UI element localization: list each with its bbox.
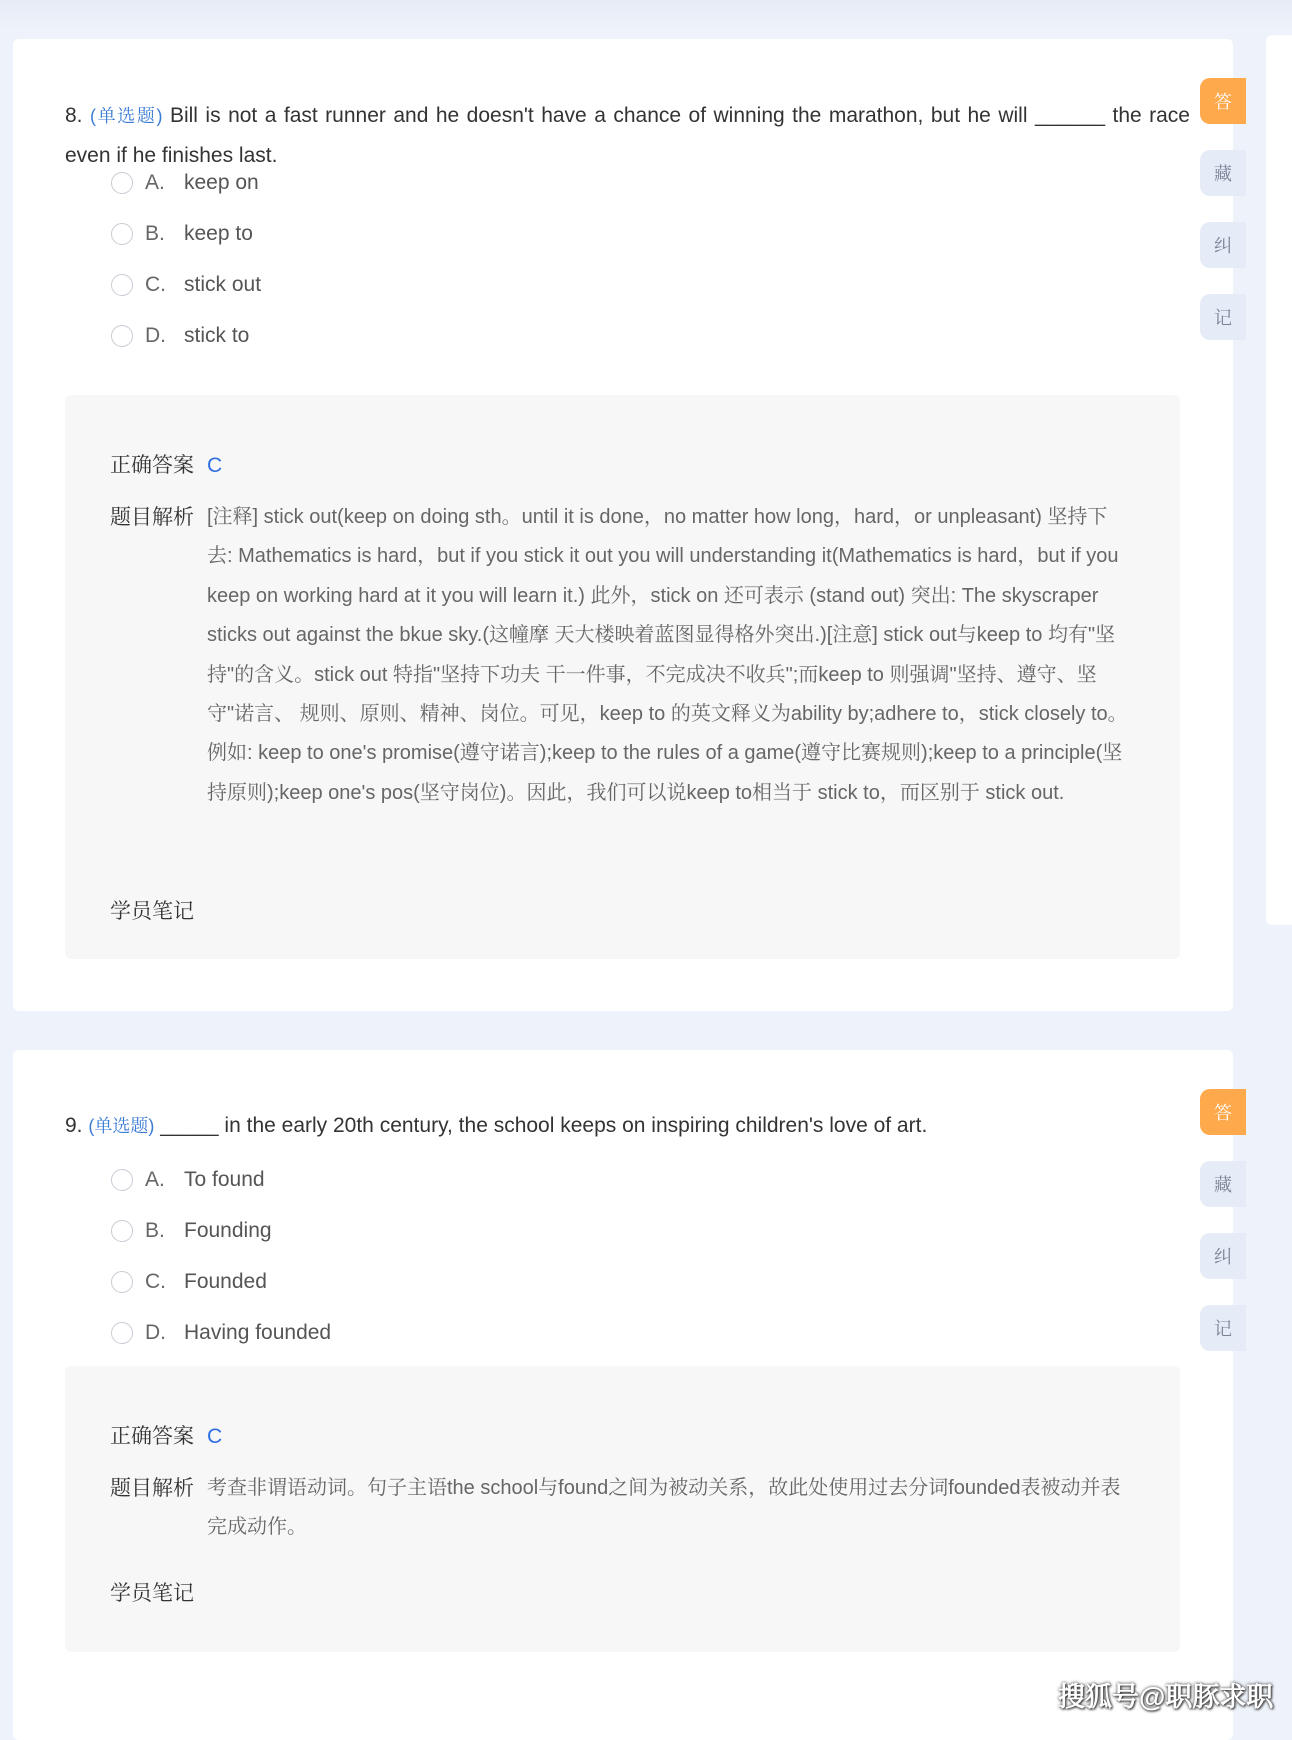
options-list	[111, 157, 261, 361]
question-card-8	[13, 39, 1233, 1011]
radio-button[interactable]	[111, 1220, 133, 1242]
option-text: To found	[184, 1167, 265, 1191]
analysis-row	[110, 1469, 1132, 1548]
collect-icon: 藏	[1214, 164, 1232, 184]
option-letter: C.	[145, 1269, 166, 1293]
analysis-row	[110, 498, 1132, 813]
question-number: 9.	[65, 1114, 83, 1137]
question-text: Bill is not a fast runner and he doesn't have a chance of winning the marathon, but he will ______ the race even if he finishes last.	[65, 104, 1190, 167]
student-notes-label[interactable]: 学员笔记	[110, 900, 194, 923]
note-button[interactable]	[1200, 294, 1246, 340]
note-icon: 记	[1214, 308, 1232, 328]
correct-error-button[interactable]	[1200, 222, 1246, 268]
correct-answer-label: 正确答案	[110, 454, 194, 477]
option-a[interactable]	[111, 1154, 331, 1205]
option-text: Having founded	[184, 1320, 332, 1344]
options-list	[111, 1154, 331, 1358]
option-letter: B.	[145, 221, 165, 245]
correct-icon: 纠	[1214, 1247, 1232, 1267]
option-letter: A.	[145, 170, 165, 194]
option-text: Founded	[184, 1269, 267, 1293]
option-text: keep on	[184, 170, 259, 194]
analysis-text: 考查非谓语动词。句子主语the school与found之间为被动关系，故此处使用过去分词founded表被动并表完成动作。	[207, 1477, 1121, 1539]
option-a[interactable]	[111, 157, 261, 208]
correct-answer-row	[110, 1417, 222, 1456]
radio-button[interactable]	[111, 223, 133, 245]
question-number: 8.	[65, 104, 83, 127]
question-card-9	[13, 1050, 1233, 1740]
option-letter: D.	[145, 323, 166, 347]
option-c[interactable]	[111, 259, 261, 310]
option-d[interactable]	[111, 310, 261, 361]
radio-button[interactable]	[111, 1169, 133, 1191]
analysis-label: 题目解析	[110, 506, 194, 529]
option-letter: D.	[145, 1320, 166, 1344]
radio-button[interactable]	[111, 325, 133, 347]
option-d[interactable]	[111, 1307, 331, 1358]
note-icon: 记	[1214, 1319, 1232, 1339]
question-type-badge: (单选题)	[88, 1116, 155, 1136]
question-text: _____ in the early 20th century, the school keeps on inspiring children's love of art.	[160, 1114, 928, 1137]
answer-button[interactable]	[1200, 1089, 1246, 1135]
student-notes-row[interactable]	[110, 892, 207, 931]
student-notes-label[interactable]: 学员笔记	[110, 1582, 194, 1605]
answer-button[interactable]	[1200, 78, 1246, 124]
question-type-badge: (单选题)	[89, 106, 163, 126]
correct-answer-label: 正确答案	[110, 1425, 194, 1448]
collect-icon: 藏	[1214, 1175, 1232, 1195]
radio-button[interactable]	[111, 274, 133, 296]
answer-icon: 答	[1214, 92, 1232, 112]
analysis-text: [注释] stick out(keep on doing sth。until it is done，no matter how long，hard，or unpleasant) 坚持下去: Mathematics is hard，but if you stick it out you will understanding it(Mathematics is hard，but if you keep on working hard at it you will learn it.) 此外，stick on 还可表示 (stand out) 突出: The skyscraper sticks out against the bkue sky.(这幢摩 天大楼映着蓝图显得格外突出.)[注意] stick out与keep to 均有"坚持"的含义。stick out 特指"坚持下功夫 干一件事，不完成决不收兵";而keep to 则强调"坚持、遵守、坚守"诺言、 规则、原则、精神、岗位。可见，keep to 的英文释义为ability by;adhere to，stick closely to。例如: keep to one's promise(遵守诺言);keep to the rules of a game(遵守比赛规则);keep to a principle(坚持原则);keep one's pos(坚守岗位)。因此，我们可以说keep to相当于 stick to，而区别于 stick out.	[207, 506, 1128, 804]
option-letter: A.	[145, 1167, 165, 1191]
correct-answer-value: C	[207, 1425, 223, 1448]
watermark: 搜狐号@职豚求职	[1058, 1682, 1274, 1712]
answer-analysis-box	[65, 1366, 1180, 1652]
option-text: stick to	[184, 323, 250, 347]
option-c[interactable]	[111, 1256, 331, 1307]
option-b[interactable]	[111, 208, 261, 259]
student-notes-row[interactable]	[110, 1574, 207, 1613]
answer-icon: 答	[1214, 1103, 1232, 1123]
option-text: Founding	[184, 1218, 272, 1242]
analysis-label: 题目解析	[110, 1477, 194, 1500]
option-letter: C.	[145, 272, 166, 296]
radio-button[interactable]	[111, 172, 133, 194]
top-shadow	[0, 0, 1292, 30]
collect-button[interactable]	[1200, 1161, 1246, 1207]
option-b[interactable]	[111, 1205, 331, 1256]
collect-button[interactable]	[1200, 150, 1246, 196]
correct-error-button[interactable]	[1200, 1233, 1246, 1279]
option-letter: B.	[145, 1218, 165, 1242]
correct-icon: 纠	[1214, 236, 1232, 256]
answer-analysis-box	[65, 395, 1180, 959]
correct-answer-row	[110, 446, 222, 485]
option-text: keep to	[184, 221, 253, 245]
radio-button[interactable]	[111, 1322, 133, 1344]
radio-button[interactable]	[111, 1271, 133, 1293]
correct-answer-value: C	[207, 454, 223, 477]
question-stem	[65, 1106, 1190, 1146]
side-panel	[1266, 35, 1292, 925]
note-button[interactable]	[1200, 1305, 1246, 1351]
option-text: stick out	[184, 272, 262, 296]
